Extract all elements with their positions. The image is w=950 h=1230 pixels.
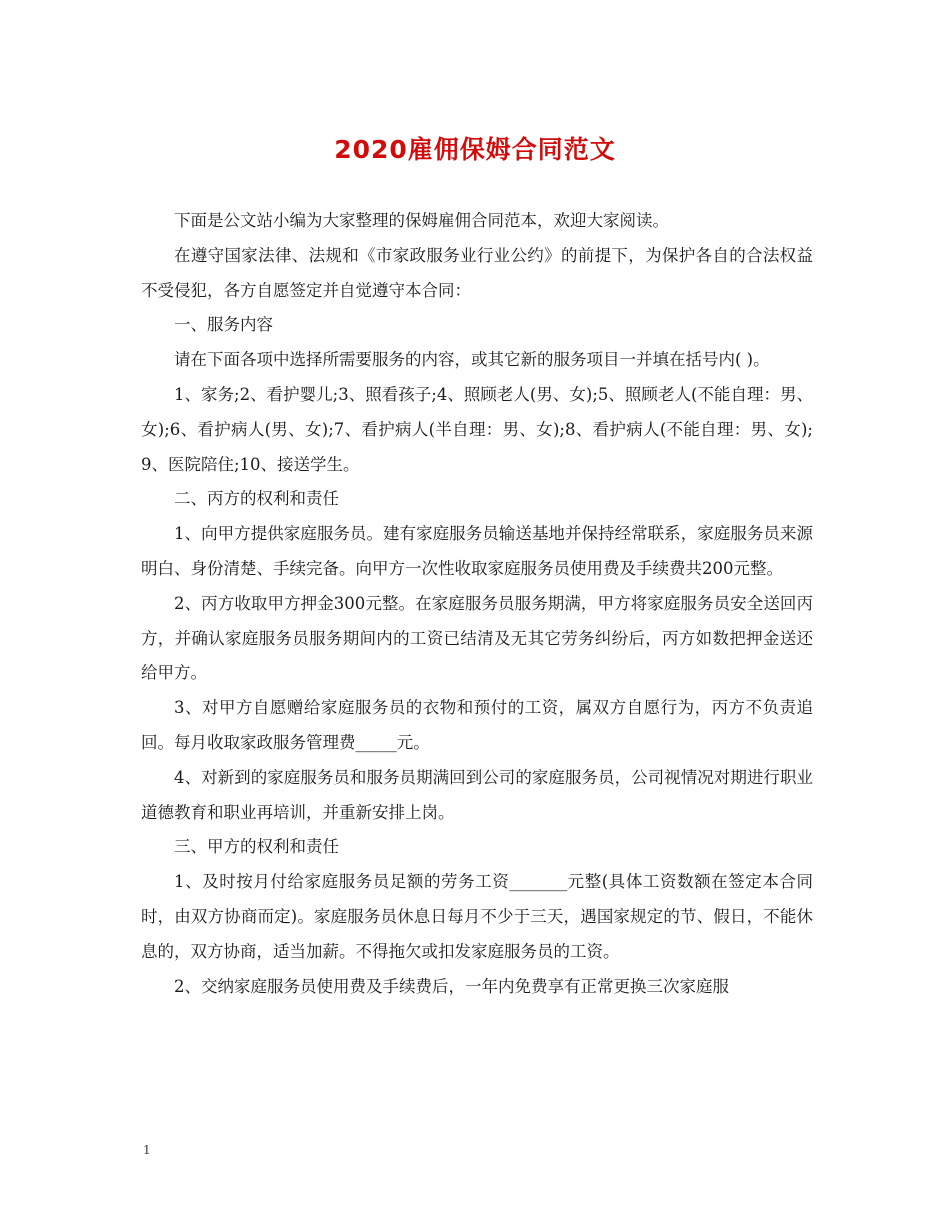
paragraph: 4、对新到的家庭服务员和服务员期满回到公司的家庭服务员，公司视情况对期进行职业道德教育和职业再培训，并重新安排上岗。 <box>141 767 813 822</box>
paragraph: 1、家务;2、看护婴儿;3、照看孩子;4、照顾老人(男、女);5、照顾老人(不能自理：男、女);6、看护病人(男、女);7、看护病人(半自理：男、女);8、看护病人(不能自理：男、女);9、医院陪住;10、接送学生。 <box>141 384 813 474</box>
section-heading: 三、甲方的权利和责任 <box>174 837 339 857</box>
paragraph: 2、交纳家庭服务员使用费及手续费后，一年内免费享有正常更换三次家庭服 <box>174 976 729 996</box>
page-number: 1 <box>143 1143 151 1157</box>
paragraph: 3、对甲方自愿赠给家庭服务员的衣物和预付的工资，属双方自愿行为，丙方不负责追回。每月收取家政服务管理费_____元。 <box>141 698 813 752</box>
paragraph: 2、丙方收取甲方押金300元整。在家庭服务员服务期满，甲方将家庭服务员安全送回丙方，并确认家庭服务员服务期间内的工资已结清及无其它劳务纠纷后，丙方如数把押金送还给甲方。 <box>141 593 813 683</box>
paragraph: 在遵守国家法律、法规和《市家政服务业行业公约》的前提下，为保护各自的合法权益不受侵犯，各方自愿签定并自觉遵守本合同： <box>141 245 813 300</box>
section-heading: 一、服务内容 <box>174 315 273 335</box>
document-title: 2020雇佣保姆合同范文 <box>334 135 616 164</box>
paragraph: 下面是公文站小编为大家整理的保姆雇佣合同范本，欢迎大家阅读。 <box>174 211 669 230</box>
section-heading: 二、丙方的权利和责任 <box>174 489 339 509</box>
paragraph: 1、向甲方提供家庭服务员。建有家庭服务员输送基地并保持经常联系，家庭服务员来源明白、身份清楚、手续完备。向甲方一次性收取家庭服务员使用费及手续费共200元整。 <box>141 524 813 578</box>
paragraph: 1、及时按月付给家庭服务员足额的劳务工资_______元整(具体工资数额在签定本合同时，由双方协商而定)。家庭服务员休息日每月不少于三天，遇国家规定的节、假日，不能休息的，双方协商，适当加薪。不得拖欠或扣发家庭服务员的工资。 <box>141 872 813 961</box>
document-body <box>141 204 813 1004</box>
paragraph: 请在下面各项中选择所需要服务的内容，或其它新的服务项目一并填在括号内( )。 <box>174 350 770 370</box>
